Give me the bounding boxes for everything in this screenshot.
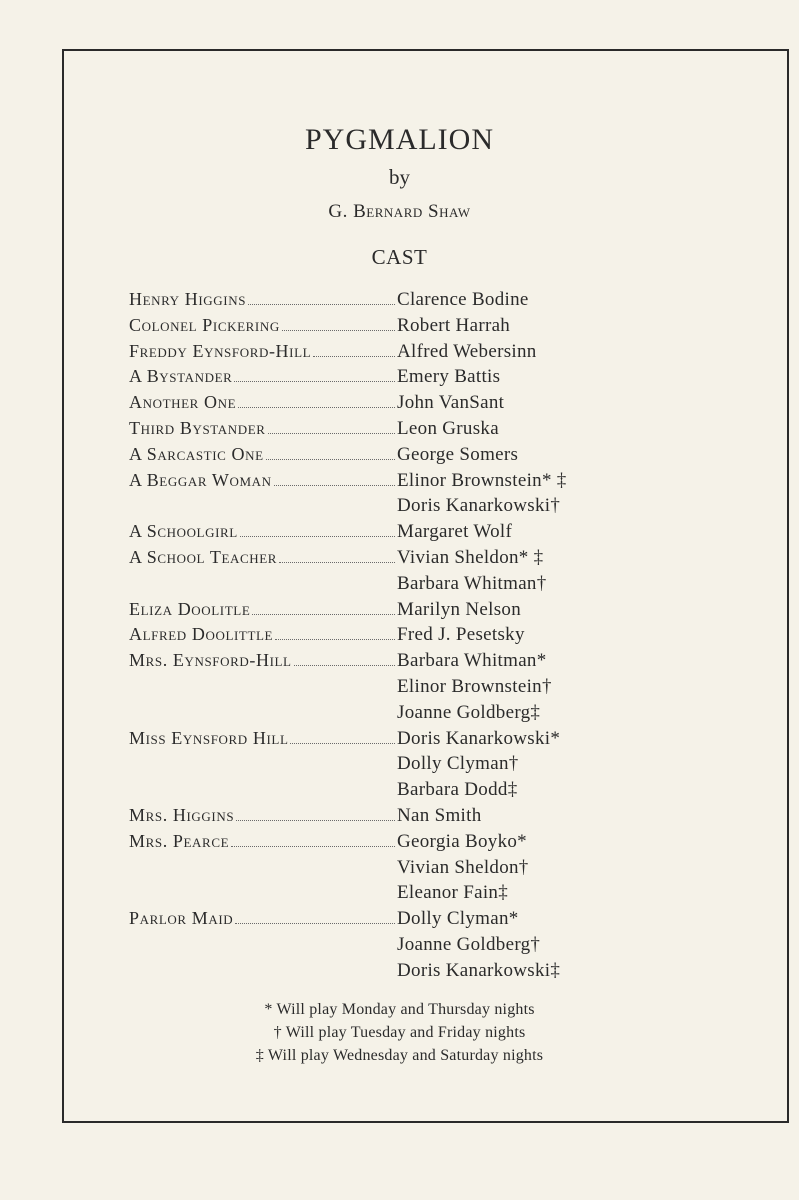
actor-list — [397, 803, 482, 829]
cast-row — [129, 622, 689, 648]
cast-list — [129, 287, 689, 984]
actor-list — [397, 726, 560, 803]
role-cell — [129, 468, 397, 494]
cast-row — [129, 803, 689, 829]
cast-row — [129, 287, 689, 313]
cast-row — [129, 829, 689, 906]
actor-list — [397, 390, 504, 416]
author-name: G. Bernard Shaw — [328, 201, 471, 222]
dot-leader — [290, 743, 395, 744]
dot-leader — [275, 639, 395, 640]
actor-list — [397, 442, 518, 468]
actor-name: Doris Kanarkowski‡ — [397, 959, 561, 981]
actor-name: Fred J. Pesetsky — [397, 624, 525, 646]
role-cell — [129, 416, 397, 442]
actor-list — [397, 906, 560, 983]
dot-leader — [274, 485, 395, 486]
cast-row — [129, 648, 689, 725]
by-line: by — [389, 165, 410, 189]
dot-leader — [236, 820, 395, 821]
actor-name: Robert Harrah — [397, 314, 511, 336]
role-cell — [129, 726, 397, 752]
role-name: Parlor Maid — [129, 908, 234, 929]
dot-leader — [279, 562, 395, 563]
actor-name: Vivian Sheldon* ‡ — [397, 546, 544, 568]
actor-name: Dolly Clyman† — [397, 753, 519, 775]
cast-row — [129, 364, 689, 390]
actor-name: Clarence Bodine — [397, 289, 529, 310]
role-name: Freddy Eynsford-Hill — [129, 340, 312, 361]
actor-list — [397, 313, 510, 339]
role-name: A Schoolgirl — [129, 521, 238, 542]
actor-name: Joanne Goldberg† — [397, 933, 541, 955]
role-name: Eliza Doolitle — [129, 598, 251, 619]
role-cell — [129, 622, 397, 648]
role-name: Mrs. Higgins — [129, 804, 235, 825]
play-title: PYGMALION — [305, 123, 494, 156]
role-cell — [129, 597, 397, 623]
role-cell — [129, 545, 397, 571]
actor-list — [397, 622, 525, 648]
legend-line: ‡ Will play Wednesday and Saturday nights — [255, 1047, 544, 1064]
performance-legend — [0, 998, 799, 1067]
actor-list — [397, 545, 547, 597]
cast-row — [129, 416, 689, 442]
dot-leader — [234, 381, 395, 382]
actor-name: Barbara Whitman* — [397, 650, 547, 672]
role-cell — [129, 390, 397, 416]
role-name: Henry Higgins — [129, 289, 247, 309]
actor-name: Barbara Dodd‡ — [397, 779, 518, 801]
role-cell — [129, 906, 397, 932]
dot-leader — [231, 846, 395, 847]
actor-name: Dolly Clyman* — [397, 908, 519, 930]
role-name: Colonel Pickering — [129, 314, 280, 335]
role-name: Third Bystander — [129, 417, 266, 438]
role-cell — [129, 519, 397, 545]
actor-list — [397, 339, 537, 365]
dot-leader — [238, 407, 395, 408]
cast-row — [129, 597, 689, 623]
cast-row — [129, 468, 689, 520]
actor-name: Elinor Brownstein* ‡ — [397, 469, 567, 491]
role-cell — [129, 829, 397, 855]
actor-name: Joanne Goldberg‡ — [397, 701, 541, 723]
role-name: A Beggar Woman — [129, 469, 272, 490]
role-name: A School Teacher — [129, 546, 278, 567]
legend-line: † Will play Tuesday and Friday nights — [273, 1024, 526, 1041]
role-cell — [129, 442, 397, 468]
actor-name: Emery Battis — [397, 366, 501, 388]
role-name: A Bystander — [129, 366, 233, 387]
actor-list — [397, 416, 499, 442]
role-name: Miss Eynsford Hill — [129, 727, 289, 748]
cast-row — [129, 339, 689, 365]
dot-leader — [252, 614, 395, 615]
cast-row — [129, 442, 689, 468]
role-cell — [129, 339, 397, 365]
role-name: A Sarcastic One — [129, 443, 264, 464]
cast-heading: CAST — [371, 245, 428, 269]
actor-name: Vivian Sheldon† — [397, 856, 529, 878]
actor-name: John VanSant — [397, 392, 505, 414]
dot-leader — [268, 433, 395, 434]
actor-name: Doris Kanarkowski* — [397, 727, 561, 749]
dot-leader — [248, 304, 395, 305]
cast-row — [129, 390, 689, 416]
actor-list — [397, 364, 500, 390]
dot-leader — [294, 665, 395, 666]
dot-leader — [266, 459, 395, 460]
role-cell — [129, 364, 397, 390]
actor-name: Leon Gruska — [397, 417, 499, 439]
role-name: Mrs. Pearce — [129, 830, 230, 851]
cast-row — [129, 906, 689, 983]
actor-list — [397, 287, 529, 313]
actor-list — [397, 597, 521, 623]
dot-leader — [313, 356, 395, 357]
actor-name: George Somers — [397, 443, 519, 465]
role-cell — [129, 313, 397, 339]
cast-row — [129, 545, 689, 597]
actor-name: Alfred Webersinn — [397, 340, 537, 362]
actor-list — [397, 648, 552, 725]
actor-name: Barbara Whitman† — [397, 572, 547, 594]
role-cell — [129, 287, 397, 313]
actor-name: Marilyn Nelson — [397, 598, 521, 620]
role-name: Alfred Doolittle — [129, 624, 274, 645]
cast-row — [129, 519, 689, 545]
role-cell — [129, 803, 397, 829]
actor-name: Margaret Wolf — [397, 521, 513, 543]
actor-list — [397, 468, 567, 520]
role-cell — [129, 648, 397, 674]
role-name: Another One — [129, 392, 237, 413]
legend-line: * Will play Monday and Thursday nights — [264, 1001, 535, 1018]
actor-name: Nan Smith — [397, 804, 482, 826]
actor-name: Doris Kanarkowski† — [397, 495, 561, 517]
cast-row — [129, 726, 689, 803]
role-name: Mrs. Eynsford-Hill — [129, 650, 292, 671]
dot-leader — [235, 923, 395, 924]
actor-name: Georgia Boyko* — [397, 830, 527, 852]
dot-leader — [282, 330, 395, 331]
actor-list — [397, 519, 512, 545]
dot-leader — [240, 536, 395, 537]
cast-row — [129, 313, 689, 339]
actor-name: Elinor Brownstein† — [397, 675, 552, 697]
actor-name: Eleanor Fain‡ — [397, 882, 509, 904]
actor-list — [397, 829, 529, 906]
